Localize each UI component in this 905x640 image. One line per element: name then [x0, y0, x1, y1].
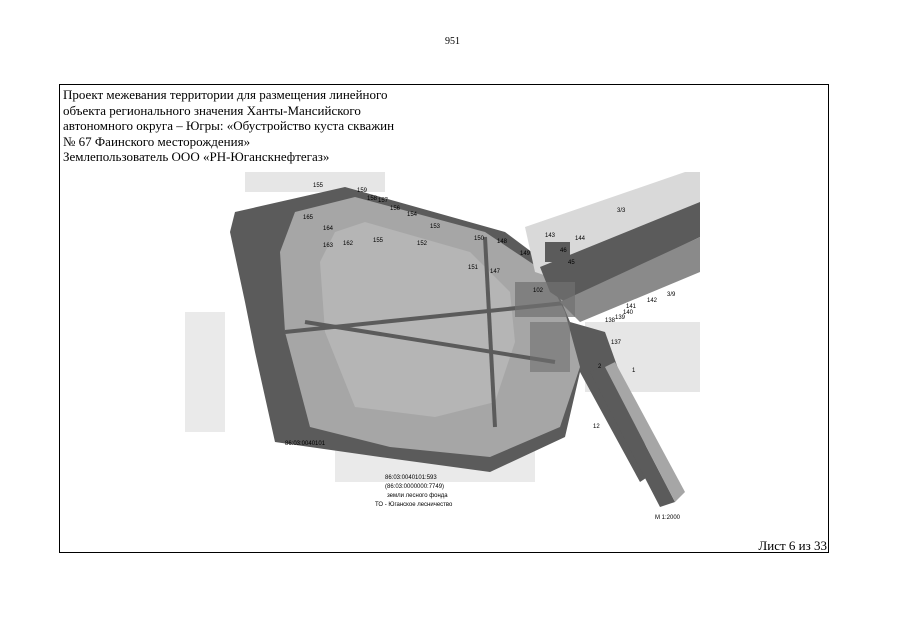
sheet-number: Лист 6 из 33: [758, 538, 827, 553]
point-label: 150: [474, 236, 485, 242]
title-block: [63, 87, 463, 165]
point-label: 102: [533, 288, 544, 294]
point-label: 148: [497, 239, 508, 245]
page-number: 951: [445, 36, 460, 47]
point-label: 139: [615, 315, 626, 321]
point-label: 154: [407, 212, 418, 218]
title-line-5: Землепользователь ООО «РН-Юганскнефтегаз»: [63, 149, 330, 164]
point-label: 147: [490, 269, 501, 275]
point-label: 143: [545, 233, 556, 239]
point-label: 155: [373, 238, 384, 244]
point-label: 152: [417, 241, 428, 247]
point-label: 140: [623, 310, 634, 316]
point-label: 141: [626, 304, 637, 310]
cadastral-map: [185, 172, 700, 522]
point-label: 2: [598, 364, 602, 370]
land-type-label: земли лесного фонда: [387, 493, 448, 499]
title-line-4: № 67 Фаинского месторождения»: [63, 133, 251, 149]
point-label: 3/3: [617, 208, 626, 214]
point-label: 153: [430, 224, 441, 230]
point-label: 151: [468, 265, 479, 271]
point-label: 158: [367, 196, 378, 202]
point-label: 3/9: [667, 292, 676, 298]
parcel-detail-2-label: (86:03:0000000:7749): [385, 484, 445, 490]
title-line-2: объекта регионального значения Ханты-Мансийского: [63, 102, 361, 118]
point-label: 165: [303, 215, 314, 221]
parcel-main-label: 86:03:0040101: [285, 441, 326, 447]
point-label: 137: [611, 340, 622, 346]
point-label: 138: [605, 318, 616, 324]
parcel-detail-label: 86:03:0040101:593: [385, 475, 437, 481]
point-label: 163: [323, 243, 334, 249]
point-label: 156: [390, 206, 401, 212]
point-label: 142: [647, 298, 658, 304]
point-label: 46: [560, 248, 567, 254]
point-label: 157: [378, 198, 389, 204]
point-label: 149: [520, 251, 531, 257]
title-line-3: автономного округа – Югры: «Обустройство куста скважин: [63, 118, 395, 133]
point-label: 1: [632, 368, 636, 374]
point-label: 144: [575, 236, 586, 242]
point-label: 45: [568, 260, 575, 266]
map-svg: [185, 172, 700, 522]
point-label: 155: [313, 183, 324, 189]
map-scale-label: М 1:2000: [655, 515, 681, 521]
point-label: 164: [323, 226, 334, 232]
point-label: 159: [357, 188, 368, 194]
point-label: 162: [343, 241, 354, 247]
title-line-1: Проект межевания территории для размещения линейного: [63, 87, 388, 102]
forestry-label: ТО - Юганское лесничество: [375, 502, 453, 508]
point-label: 12: [593, 424, 600, 430]
